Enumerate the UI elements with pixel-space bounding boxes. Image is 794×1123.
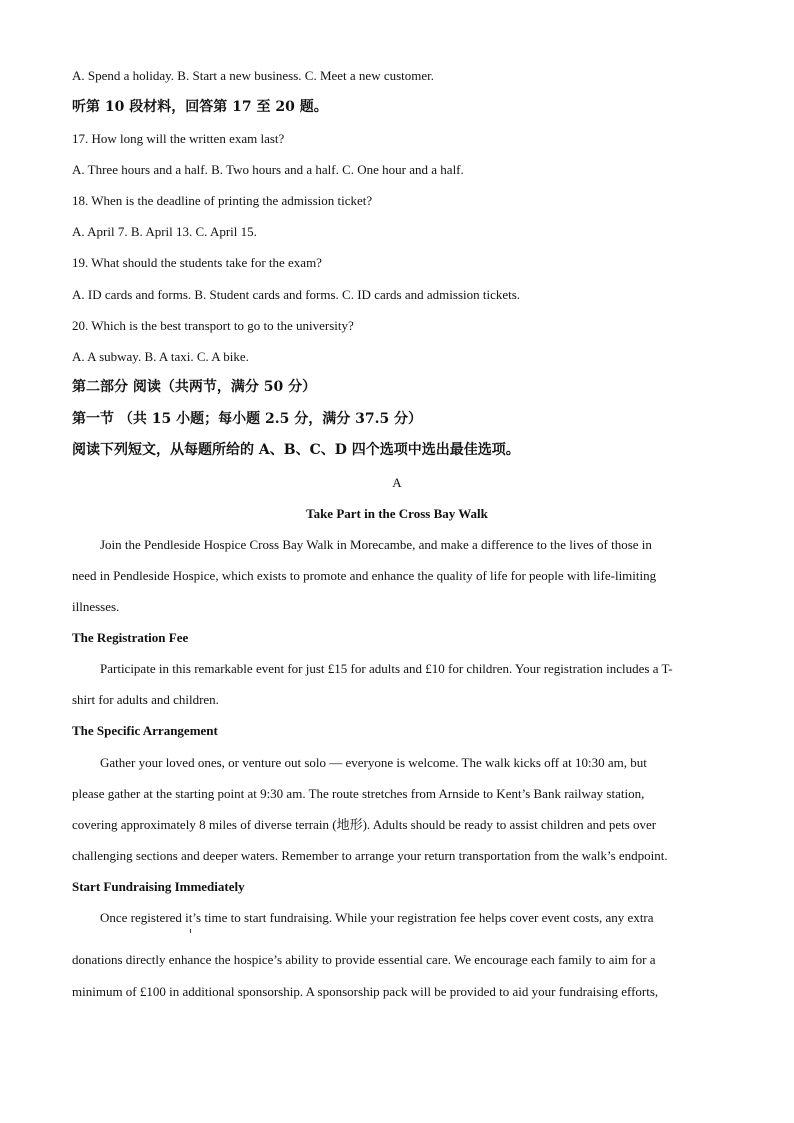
q16-options: A. Spend a holiday. B. Start a new business. C. Meet a new customer. [72,68,435,83]
question-18: 18. When is the deadline of printing the admission ticket? [72,193,373,208]
paragraph-4-line-1: Once registered it’s time to start fundraising. While your registration fee helps cover event costs, any extra [100,910,654,925]
heading-registration-fee: The Registration Fee [72,630,189,645]
question-17-options: A. Three hours and a half. B. Two hours and a half. C. One hour and a half. [72,162,464,177]
question-19-options: A. ID cards and forms. B. Student cards and forms. C. ID cards and admission tickets. [72,287,521,302]
paragraph-2-line-2: shirt for adults and children. [72,692,219,707]
part2-title: 第二部分 阅读（共两节，满分 50 分） [72,379,317,395]
paragraph-2-line-1: Participate in this remarkable event for just £15 for adults and £10 for children. Your registration includes a T- [100,661,673,676]
paragraph-3-line-2: please gather at the starting point at 9:30 am. The route stretches from Arnside to Kent’s Bank railway station, [72,786,645,801]
heading-specific-arrangement: The Specific Arrangement [72,723,218,738]
paragraph-1-line-3: illnesses. [72,599,120,614]
question-19: 19. What should the students take for the exam? [72,255,322,270]
heading-start-fundraising: Start Fundraising Immediately [72,879,245,894]
stray-mark [190,929,191,933]
section1-title: 第一节 （共 15 小题；每小题 2.5 分，满分 37.5 分） [72,411,423,427]
paragraph-3-line-3: covering approximately 8 miles of diverse terrain (地形). Adults should be ready to assist children and pets over [72,817,657,832]
passage-letter: A [392,475,402,490]
section10-instruction: 听第 10 段材料，回答第 17 至 20 题。 [72,99,328,115]
passage-title: Take Part in the Cross Bay Walk [306,506,488,521]
question-18-options: A. April 7. B. April 13. C. April 15. [72,224,257,239]
paragraph-3-line-4: challenging sections and deeper waters. Remember to arrange your return transportation from the walk’s endpoint. [72,848,668,863]
paragraph-4-line-2: donations directly enhance the hospice’s ability to provide essential care. We encourage each family to aim for a [72,952,656,967]
paragraph-1-line-2: need in Pendleside Hospice, which exists to promote and enhance the quality of life for people with life-limiting [72,568,657,583]
paragraph-1-line-1: Join the Pendleside Hospice Cross Bay Walk in Morecambe, and make a difference to the lives of those in [100,537,652,552]
reading-instruction: 阅读下列短文，从每题所给的 A、B、C、D 四个选项中选出最佳选项。 [72,442,520,458]
question-20: 20. Which is the best transport to go to the university? [72,318,354,333]
question-20-options: A. A subway. B. A taxi. C. A bike. [72,349,249,364]
paragraph-3-line-1: Gather your loved ones, or venture out solo — everyone is welcome. The walk kicks off at 10:30 am, but [100,755,647,770]
paragraph-4-line-3: minimum of £100 in additional sponsorship. A sponsorship pack will be provided to aid your fundraising efforts, [72,984,659,999]
question-17: 17. How long will the written exam last? [72,131,285,146]
